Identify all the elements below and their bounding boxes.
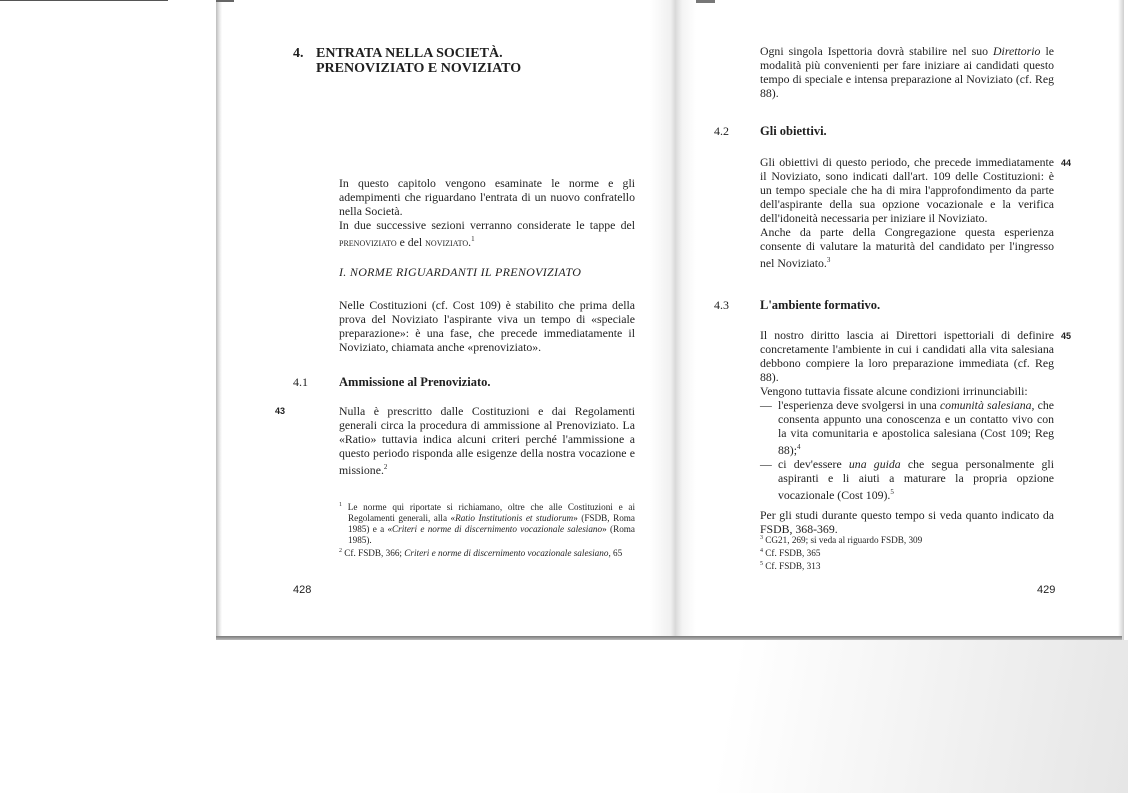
section-4-3-paragraph-2: Vengono tuttavia fissate alcune condizioni irrinunciabili: [760,384,1028,398]
intro-paragraph-2: In due successive sezioni verranno considerate le tappe del prenoviziato e del noviziato.$^1$ [339,218,635,249]
page-right-edge [1118,0,1124,640]
page-corner-mark [216,0,234,2]
noviziato-smallcaps: noviziato [425,234,469,249]
chapter-number: 4. [293,46,304,61]
page-left-edge [216,0,222,640]
page-number-right: 429 [1037,584,1056,596]
prenoviziato-smallcaps: prenoviziato [339,234,397,249]
footnote-ref-3: 3 [826,256,831,264]
footnote-1: $^1$ Le norme qui riportate si richiamano, oltre che alle Costituzioni e ai Regolamenti generali, alla «Ratio Institutionis et studiorum» (FSDB, Roma 1985) e a «Criteri e norme di discernimento vocazionale salesiano» (Roma 1985). [339,502,636,546]
chapter-title-line2: PRENOVIZIATO E NOVIZIATO [316,61,522,76]
footnote-5: $^5$ Cf. FSDB, 313 [760,561,821,572]
subsection-paragraph: Nulla è prescritto dalle Costituzioni e dai Regolamenti generali circa la procedura di ammissione al Prenoviziato. La «Ratio» tuttavia indica alcuni criteri perché l'ammissione a questo periodo risponda alle esigenze della nostra vocazione e missione.$^2$ [339,404,635,477]
footnote-ref-5: 5 [890,487,894,496]
section-4-3-number: 4.3 [714,298,729,312]
margin-number-44: 44 [1061,158,1072,168]
list-item: — ci dev'essere una guida che segua personalmente gli aspiranti e li aiuti a maturare la propria opzione vocazionale (Cost 109).$^5$ [760,456,1054,502]
section-4-2-title: Gli obiettivi. [760,124,827,138]
section-4-2-number: 4.2 [714,124,729,138]
footnote-ref-1: 1 [471,235,475,243]
scan-edge-line [0,0,168,1]
top-paragraph: Ogni singola Ispettoria dovrà stabilire nel suo Direttorio le modalità più convenienti per fare iniziare ai candidati questo tempo di speciale e intensa preparazione al Noviziato (cf. Reg 88). [760,44,1054,100]
footnote-3: $^3$ CG21, 269; si veda al riguardo FSDB, 309 [760,535,923,546]
section-4-3-title: L'ambiente formativo. [760,298,881,312]
margin-number: 43 [275,406,286,416]
dash-mark: — [760,456,772,471]
section-4-3-paragraph-3: Per gli studi durante questo tempo si veda quanto indicato da FSDB, 368-369. [760,507,1054,536]
section-4-2-paragraph-2: Anche da parte della Congregazione questa esperienza consente di valutare la maturità del candidato per l'ingresso nel Noviziato.$^3$ [760,225,1054,270]
margin-number-45: 45 [1061,331,1072,341]
chapter-title [316,46,521,76]
chapter-title-line1: ENTRATA NELLA SOCIETÀ. [316,46,503,61]
section-4-2-text [760,155,1054,270]
scan-background [230,640,1128,793]
footnotes [339,500,635,559]
footnote-2: $^2$ Cf. FSDB, 366; Criteri e norme di discernimento vocazionale salesiano, 65 [339,548,623,559]
chapter-intro [339,176,635,249]
footnotes-right [760,533,1054,572]
section-paragraph: Nelle Costituzioni (cf. Cost 109) è stabilito che prima della prova del Noviziato l'aspirante viva un tempo di «speciale preparazione»: è una fase, che precede immediatamente il Noviziato, chiamata anche «prenoviziato». [339,298,635,354]
subsection-number: 4.1 [293,375,308,389]
subsection-title: Ammissione al Prenoviziato. [339,375,491,389]
page-bottom-edge [216,636,1122,640]
intro-paragraph-1: In questo capitolo vengono esaminate le norme e gli adempimenti che riguardano l'entrata di un nuovo confratello nella Società. [339,176,635,218]
section-4-2-paragraph-1: Gli obiettivi di questo periodo, che precede immediatamente il Noviziato, sono indicati dall'art. 109 delle Costituzioni: è un tempo speciale che ha di mira l'approfondimento da parte dell'aspirante della sua opzione vocazionale e la verifica dell'idoneità necessaria per iniziare il Noviziato. [760,155,1054,225]
section-title: I. NORME RIGUARDANTI IL PRENOVIZIATO [339,265,582,279]
footnote-ref-4: 4 [797,443,801,451]
book-spine [650,0,696,640]
section-4-3-text [760,328,1054,536]
footnote-4: $^4$ Cf. FSDB, 365 [760,548,821,559]
list-item: — l'esperienza deve svolgersi in una comunità salesiana, che consenta appunto una conoscenza e un contatto vivo con la vita comunitaria e apostolica salesiana (Cost 109; Reg 88);$^4$ [760,398,1055,457]
footnote-ref-2: 2 [383,463,388,471]
page-number-left: 428 [293,584,312,596]
section-4-3-paragraph-1: Il nostro diritto lascia ai Direttori ispettoriali di definire concretamente l'ambiente in cui i candidati alla vita salesiana debbono compiere la loro preparazione immediata (cf. Reg 88). [760,328,1054,384]
dash-mark: — [760,398,772,412]
